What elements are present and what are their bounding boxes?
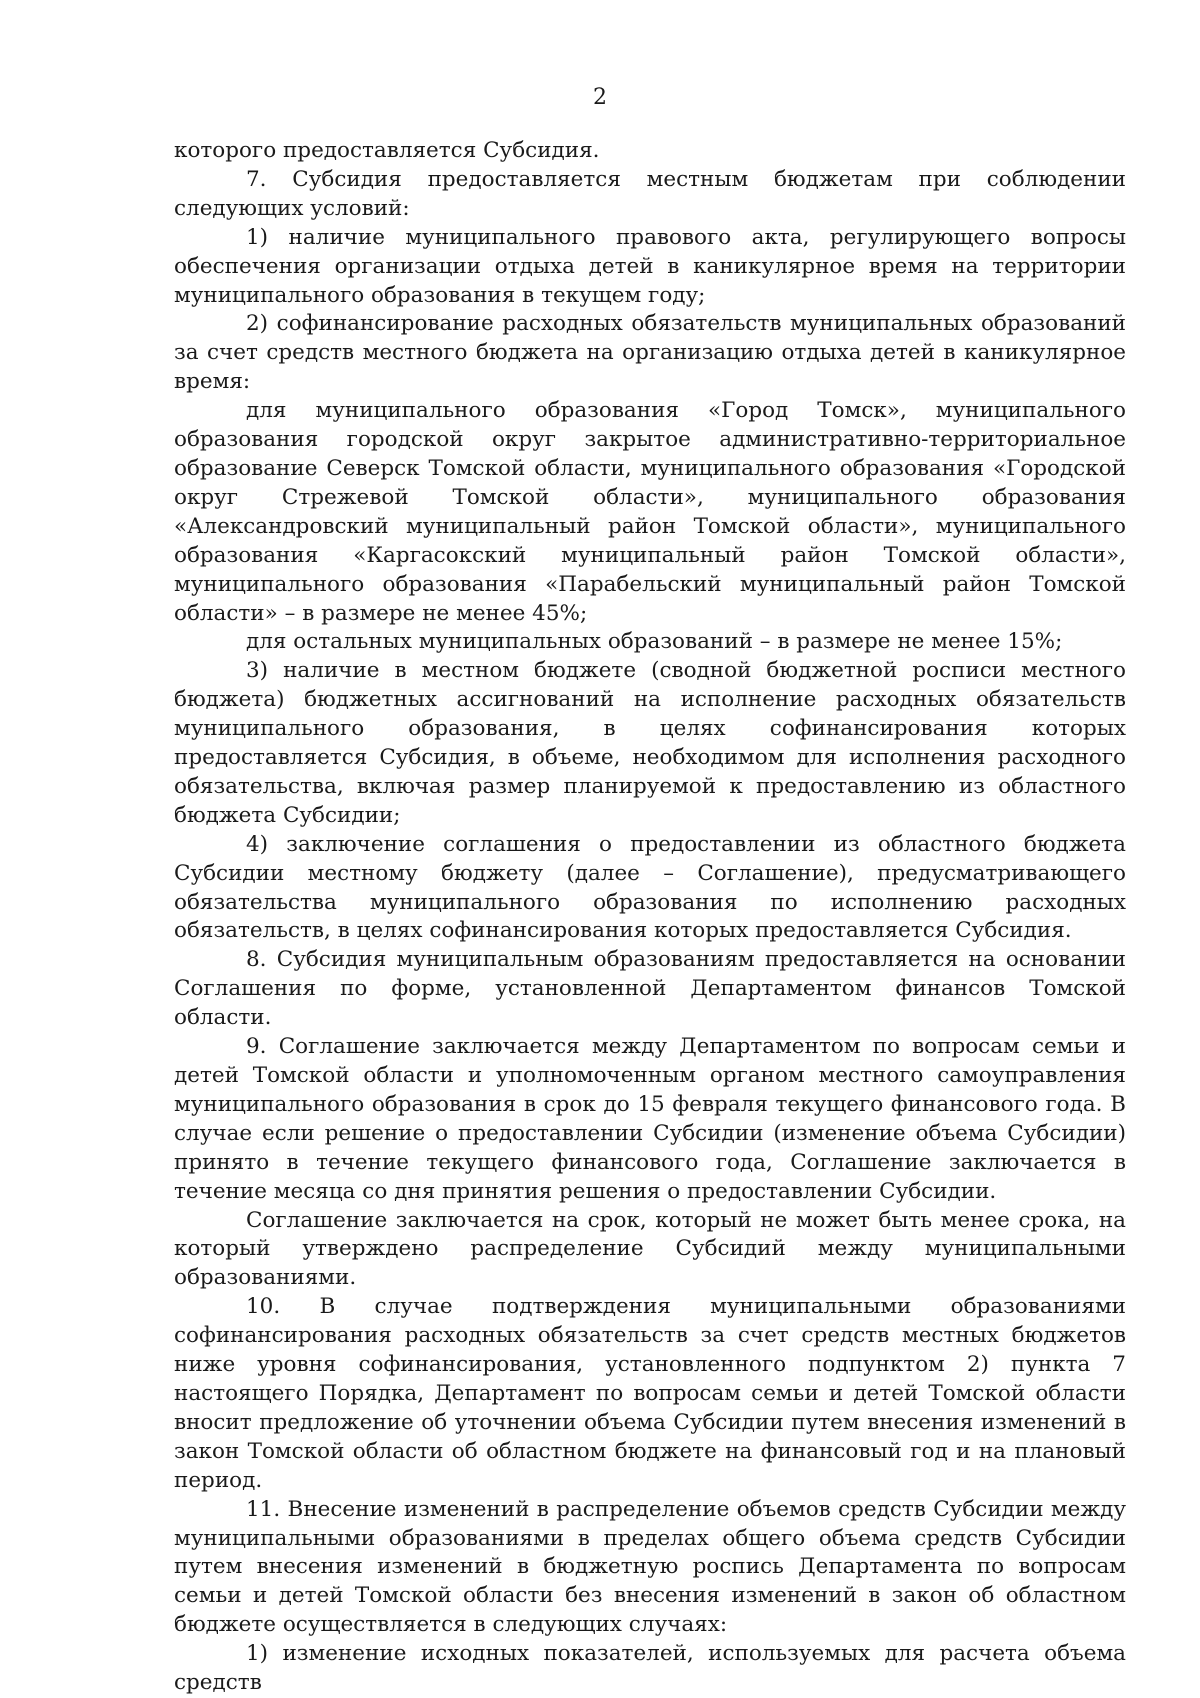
paragraph-subitem-11-1: 1) изменение исходных показателей, используемых для расчета объема средств — [174, 1641, 1126, 1696]
paragraph-item-8: 8. Субсидия муниципальным образованиям предоставляется на основании Соглашения по форме, установленной Департаментом финансов Томской области. — [174, 947, 1126, 1031]
paragraph-item-10: 10. В случае подтверждения муниципальными образованиями софинансирования расходных обязательств за счет средств местных бюджетов ниже уровня софинансирования, установленного подпунктом 2) пункта 7 настоящего Порядка, Департамент по вопросам семьи и детей Томской области вносит предложение об уточнении объема Субсидии путем внесения изменений в закон Томской области об областном бюджете на финансовый год и на плановый период. — [174, 1294, 1126, 1493]
paragraph-item-9: 9. Соглашение заключается между Департаментом по вопросам семьи и детей Томской области и уполномоченным органом местного самоуправления муниципального образования в срок до 15 февраля текущего финансового года. В случае если решение о предоставлении Субсидии (изменение объема Субсидии) принято в течение текущего финансового года, Соглашение заключается в течение месяца со дня принятия решения о предоставлении Субсидии. — [174, 1034, 1126, 1204]
document-body — [174, 137, 1126, 1698]
paragraph-cofinancing-45: для муниципального образования «Город Томск», муниципального образования городской округ закрытое административно-территориальное образование Северск Томской области, муниципального образования «Городской округ Стрежевой Томской области», муниципального образования «Александровский муниципальный район Томской области», муниципального образования «Каргасокский муниципальный район Томской области», муниципального образования «Парабельский муниципальный район Томской области» – в размере не менее 45%; — [174, 398, 1126, 626]
paragraph-subitem-7-2: 2) софинансирование расходных обязательств муниципальных образований за счет средств местного бюджета на организацию отдыха детей в каникулярное время: — [174, 311, 1126, 395]
paragraph-continuation: которого предоставляется Субсидия. — [174, 138, 600, 163]
paragraph-cofinancing-15: для остальных муниципальных образований – в размере не менее 15%; — [246, 629, 1063, 655]
paragraph-agreement-term: Соглашение заключается на срок, который не может быть менее срока, на который утверждено распределение Субсидий между муниципальными образованиями. — [174, 1207, 1126, 1291]
paragraph-subitem-7-1: 1) наличие муниципального правового акта, регулирующего вопросы обеспечения организации отдыха детей в каникулярное время на территории муниципального образования в текущем году; — [174, 224, 1126, 308]
paragraph-subitem-7-4: 4) заключение соглашения о предоставлении из областного бюджета Субсидии местному бюджету (далее – Соглашение), предусматривающего обязательства муниципального образования по исполнению расходных обязательств, в целях софинансирования которых предоставляется Субсидия. — [174, 831, 1126, 944]
page-number: 2 — [593, 85, 607, 110]
paragraph-item-11: 11. Внесение изменений в распределение объемов средств Субсидии между муниципальными образованиями в пределах общего объема средств Субсидии путем внесения изменений в бюджетную роспись Департамента по вопросам семьи и детей Томской области без внесения изменений в закон об областном бюджете осуществляется в следующих случаях: — [174, 1496, 1126, 1638]
paragraph-subitem-7-3: 3) наличие в местном бюджете (сводной бюджетной росписи местного бюджета) бюджетных ассигнований на исполнение расходных обязательств муниципального образования, в целях софинансирования которых предоставляется Субсидия, в объеме, необходимом для исполнения расходного обязательства, включая размер планируемой к предоставлению из областного бюджета Субсидии; — [174, 658, 1126, 828]
paragraph-item-7: 7. Субсидия предоставляется местным бюджетам при соблюдении следующих условий: — [174, 166, 1126, 221]
